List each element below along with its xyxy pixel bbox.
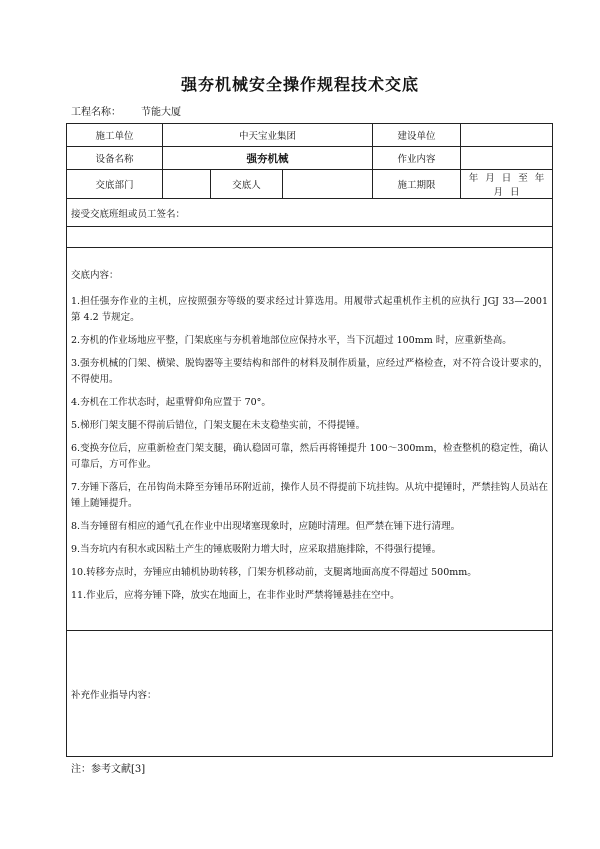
- person-label: 交底人: [211, 170, 283, 199]
- content-item: 9.当夯坑内有积水或因粘土产生的锤底吸附力增大时，应采取措施排除，不得强行提锤。: [71, 543, 442, 555]
- equipment-value: 强夯机械: [163, 147, 373, 170]
- supplement-label: 补充作业指导内容：: [71, 689, 157, 701]
- content-item: 8.当夯锤留有相应的通气孔在作业中出现堵塞现象时，应随时清理。但严禁在锤下进行清理。: [71, 520, 461, 532]
- dept-label: 交底部门: [67, 170, 163, 199]
- content-item: 10.转移夯点时，夯锤应由辅机协助转移，门架夯机移动前，支腿离地面高度不得超过 500mm。: [71, 566, 477, 578]
- content-label: 交底内容：: [71, 269, 119, 281]
- period-label: 施工期限: [373, 170, 461, 199]
- content-item: 2.夯机的作业场地应平整，门架底座与夯机着地部位应保持水平，当下沉超过 100mm 时，应重新垫高。: [71, 334, 512, 346]
- builder-label: 建设单位: [373, 124, 461, 147]
- content-item: 1.担任强夯作业的主机，应按照强夯等级的要求经过计算选用。用履带式起重机作主机的应执行 JGJ 33—2001 第 4.2 节规定。: [71, 295, 549, 323]
- content-item: 6.变换夯位后，应重新检查门架支腿，确认稳固可靠，然后再将锤提升 100～300mm，检查整机的稳定性，确认可靠后，方可作业。: [71, 442, 549, 470]
- work-content-value[interactable]: [461, 147, 553, 170]
- project-label: 工程名称：: [71, 107, 121, 118]
- row-construction-unit: [67, 124, 553, 147]
- person-value[interactable]: [283, 170, 373, 199]
- signature-area[interactable]: [67, 227, 553, 248]
- content-cell: [67, 248, 553, 631]
- content-item: 7.夯锤下落后，在吊钩尚未降至夯锤吊环附近前，操作人员不得提前下坑挂钩。从坑中提锤时，严禁挂钩人员站在锤上随锤提升。: [71, 481, 549, 509]
- dept-value[interactable]: [163, 170, 211, 199]
- document-title: 强夯机械安全操作规程技术交底: [180, 75, 419, 94]
- row-dept: [67, 170, 553, 199]
- content-item: 11.作业后，应将夯锤下降，放实在地面上，在非作业时严禁将锤悬挂在空中。: [71, 589, 400, 601]
- reference-note: 注：参考文献[3]: [71, 764, 146, 775]
- row-signature: [67, 199, 553, 227]
- work-content-label: 作业内容: [373, 147, 461, 170]
- period-value[interactable]: 年 月 日 至 年 月 日: [461, 170, 553, 199]
- signature-label: 接受交底班组或员工签名：: [67, 199, 553, 227]
- builder-value[interactable]: [461, 124, 553, 147]
- row-supplement: [67, 631, 553, 757]
- construction-unit-label: 施工单位: [67, 124, 163, 147]
- row-equipment: [67, 147, 553, 170]
- row-content: [67, 248, 553, 631]
- handover-table: [66, 123, 553, 757]
- construction-unit-value: 中天宝业集团: [163, 124, 373, 147]
- project-value: 节能大厦: [141, 107, 181, 118]
- equipment-label: 设备名称: [67, 147, 163, 170]
- content-item: 5.梯形门架支腿不得前后错位，门架支腿在未支稳垫实前，不得提锤。: [71, 419, 366, 431]
- content-item: 4.夯机在工作状态时，起重臂仰角应置于 70°。: [71, 396, 271, 408]
- content-item: 3.强夯机械的门架、横梁、脱钩器等主要结构和部件的材料及制作质量，应经过严格检查，对不符合设计要求的，不得使用。: [71, 357, 549, 385]
- supplement-cell[interactable]: [67, 631, 553, 757]
- row-blank: [67, 227, 553, 248]
- project-line: [71, 103, 181, 118]
